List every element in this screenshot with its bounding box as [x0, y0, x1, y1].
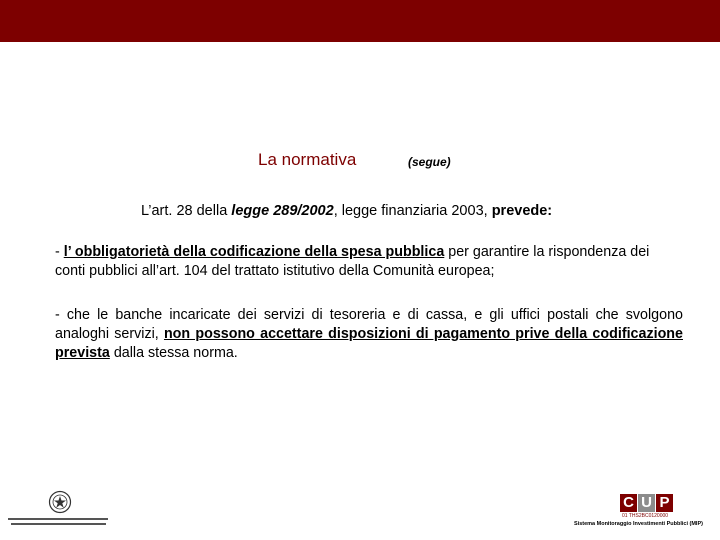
cup-letter-u: U [638, 494, 655, 512]
cup-letter-p: P [656, 494, 673, 512]
emblem-icon [48, 490, 72, 514]
slide-title: La normativa [258, 150, 357, 169]
point-one-lead: - [55, 244, 64, 260]
intro-text [141, 203, 552, 219]
point-one-emphasis: l’ obbligatorietà della codificazione della spesa pubblica [63, 244, 445, 260]
cup-mark [620, 494, 674, 512]
slide-subtitle: (segue) [408, 155, 451, 169]
intro-part4: prevede: [491, 203, 553, 219]
point-two-lead: - che le banche incaricate dei servizi di tesoreria e di cassa, e gli uffici postali che svolgono analoghi servizi, [55, 307, 683, 342]
point-two [55, 306, 683, 363]
cup-code: 01 THS2BC0120000 [622, 513, 669, 519]
cup-caption: Sistema Monitoraggio Investimenti Pubblici (MIP) [574, 521, 703, 527]
intro-part1: L’art. 28 della [141, 203, 232, 219]
intro-law-reference: legge 289/2002 [231, 203, 334, 219]
logo-text-line [8, 518, 108, 520]
point-one [55, 243, 683, 281]
cup-letter-c: C [620, 494, 637, 512]
point-two-emphasis: non possono accettare disposizioni di pagamento prive della codificazione prevista [55, 326, 683, 361]
point-one-rest: per garantire la rispondenza dei conti pubblici all’art. 104 del trattato istitutivo della Comunità europea; [55, 244, 650, 279]
header-bar [0, 0, 720, 42]
cup-logo [572, 494, 712, 534]
logo-text-line [11, 523, 106, 525]
ministry-logo [8, 490, 118, 530]
intro-part3: , legge finanziaria 2003, [333, 203, 492, 219]
point-two-rest: dalla stessa norma. [109, 345, 238, 361]
